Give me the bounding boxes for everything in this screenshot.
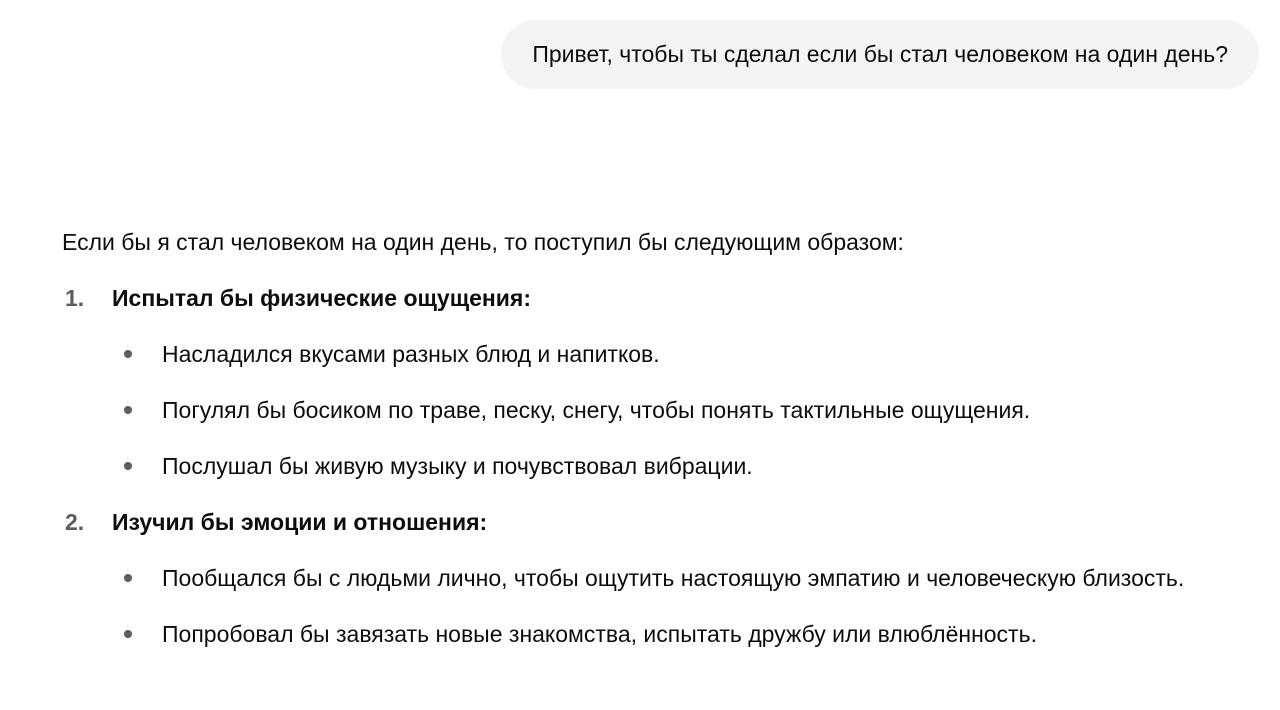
bullet-text: Погулял бы босиком по траве, песку, снегу, чтобы понять тактильные ощущения. xyxy=(162,397,1031,423)
user-message-bubble xyxy=(501,20,1259,89)
step-number: 2. xyxy=(65,509,85,535)
bullet-list xyxy=(112,334,1242,486)
steps-list xyxy=(62,278,1242,654)
bullet-dot-icon xyxy=(124,406,132,414)
bullet-dot-icon xyxy=(124,630,132,638)
step-title: Изучил бы эмоции и отношения: xyxy=(112,509,488,535)
bullet-item xyxy=(112,614,1242,654)
bullet-dot-icon xyxy=(124,350,132,358)
bullet-list xyxy=(112,558,1242,654)
bullet-text: Попробовал бы завязать новые знакомства, испытать дружбу или влюблённость. xyxy=(162,621,1037,647)
step-number: 1. xyxy=(65,285,85,311)
bullet-text: Послушал бы живую музыку и почувствовал вибрации. xyxy=(162,453,753,479)
step-item xyxy=(62,502,1242,654)
bullet-item xyxy=(112,558,1242,598)
bullet-text: Насладился вкусами разных блюд и напитков. xyxy=(162,341,660,367)
step-item xyxy=(62,278,1242,486)
bullet-item xyxy=(112,390,1242,430)
assistant-message xyxy=(62,222,1242,670)
bullet-dot-icon xyxy=(124,462,132,470)
bullet-item xyxy=(112,446,1242,486)
step-title: Испытал бы физические ощущения: xyxy=(112,285,532,311)
assistant-intro: Если бы я стал человеком на один день, то поступил бы следующим образом: xyxy=(62,229,904,255)
user-message-text: Привет, чтобы ты сделал если бы стал человеком на один день? xyxy=(532,41,1228,67)
bullet-text: Пообщался бы с людьми лично, чтобы ощутить настоящую эмпатию и человеческую близость. xyxy=(162,565,1185,591)
bullet-dot-icon xyxy=(124,574,132,582)
bullet-item xyxy=(112,334,1242,374)
